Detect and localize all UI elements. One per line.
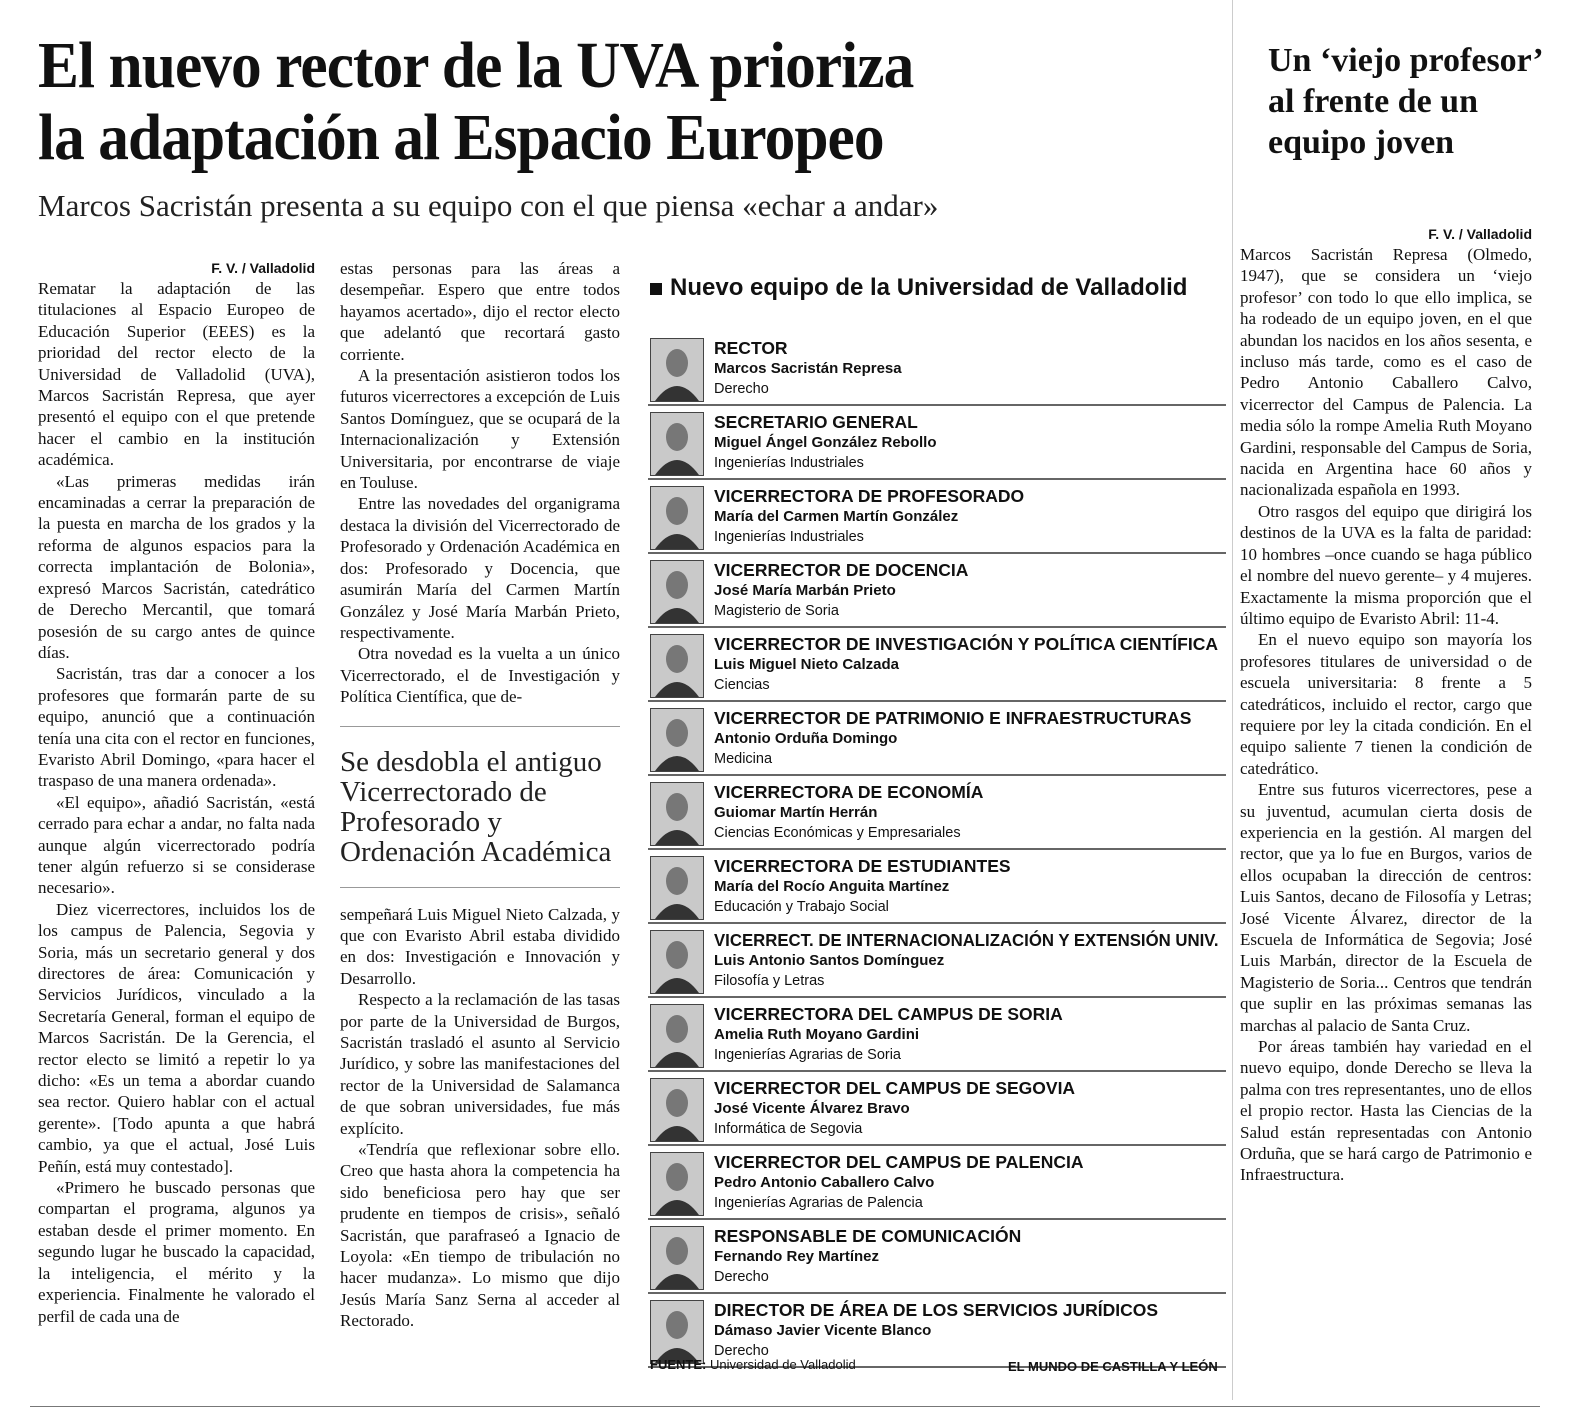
article-column-1 [38, 258, 315, 1327]
portrait-photo [650, 1152, 704, 1216]
member-department: Medicina [714, 751, 773, 767]
side-byline: F. V. / Valladolid [1428, 226, 1532, 242]
team-member-row [648, 482, 1226, 554]
side-headline: Un ‘viejo profesor’ al frente de un equipo joven [1268, 42, 1542, 161]
role-title: VICERRECT. DE INTERNACIONALIZACIÓN Y EXTENSIÓN UNIV. [714, 930, 1219, 950]
portrait-photo [650, 560, 704, 624]
team-member-row [648, 704, 1226, 776]
paragraph: «Tendría que reflexionar sobre ello. Creo que hasta ahora la competencia ha sido beneficiosa pero hay que ser prudente en tiempos de crisis», señaló Sacristán, que parafraseó a Ignacio de Loyola: «En tiempo de tribulación no hacer mudanza». Lo mismo que dijo Jesús María Sanz Serna al acceder al Rectorado. [340, 1140, 620, 1331]
member-name: Antonio Orduña Domingo [714, 730, 898, 747]
paragraph: Otro rasgos del equipo que dirigirá los destinos de la UVA es la falta de paridad: 10 hombres –once cuando se haga público el nombre del nuevo gerente– y 4 mujeres. Exactamente la misma proporción que el último equipo de Evaristo Abril: 11-4. [1240, 501, 1532, 628]
member-name: Dámaso Javier Vicente Blanco [714, 1322, 932, 1339]
team-member-row [648, 1148, 1226, 1220]
portrait-photo [650, 486, 704, 550]
member-name: Pedro Antonio Caballero Calvo [714, 1174, 935, 1191]
member-name: Guiomar Martín Herrán [714, 804, 878, 821]
team-member-row [648, 630, 1226, 702]
role-title: VICERRECTOR DE INVESTIGACIÓN Y POLÍTICA CIENTÍFICA [714, 634, 1218, 654]
team-member-row [648, 778, 1226, 850]
paragraph: «Las primeras medidas irán encaminadas a cerrar la preparación de la puesta en marcha de los grados y la reforma de algunos espacios para la correcta implantación de Bolonia», expresó Marcos Sacristán, catedrático de Derecho Mercantil, que tomará posesión de su cargo antes de quince días. [38, 471, 315, 662]
member-department: Derecho [714, 381, 769, 397]
role-title: RESPONSABLE DE COMUNICACIÓN [714, 1226, 1022, 1246]
team-member-row [648, 1000, 1226, 1072]
role-title: VICERRECTOR DE DOCENCIA [714, 560, 969, 580]
role-title: DIRECTOR DE ÁREA DE LOS SERVICIOS JURÍDICOS [714, 1300, 1159, 1320]
member-name: Luis Antonio Santos Domínguez [714, 952, 945, 969]
paragraph: sempeñará Luis Miguel Nieto Calzada, y que con Evaristo Abril estaba dividido en dos: Investigación e Innovación y Desarrollo. [340, 904, 620, 988]
portrait-photo [650, 856, 704, 920]
member-department: Ingenierías Agrarias de Palencia [714, 1195, 923, 1211]
role-title: VICERRECTORA DEL CAMPUS DE SORIA [714, 1004, 1063, 1024]
team-table-title-text: Nuevo equipo de la Universidad de Valladolid [670, 274, 1188, 301]
headline-line-2: la adaptación al Espacio Europeo [38, 101, 884, 174]
paragraph: En el nuevo equipo son mayoría los profesores titulares de universidad o de escuela universitaria: 8 frente a 5 catedráticos, incluido el rector, cargo que requiere por ley la citada condición. En el equipo saliente 7 tienen la condición de catedrático. [1240, 630, 1532, 778]
column-rule [1232, 0, 1233, 1400]
headline-line-1: El nuevo rector de la UVA prioriza [38, 29, 914, 102]
team-table-title [650, 274, 1187, 302]
member-department: Derecho [714, 1343, 769, 1359]
member-name: José María Marbán Prieto [714, 582, 896, 599]
team-member-row [648, 556, 1226, 628]
side-article [1240, 224, 1532, 1186]
member-name: Marcos Sacristán Represa [714, 360, 902, 377]
paragraph: estas personas para las áreas a desempeñar. Espero que entre todos hayamos acertado», dijo el rector electo que adelantó que recortará gasto corriente. [340, 259, 620, 364]
team-table [648, 334, 1226, 1370]
portrait-photo [650, 1004, 704, 1068]
paragraph: Entre sus futuros vicerrectores, pese a su juventud, acumulan cierta dosis de experiencia en la gestión. Al margen del rector, que ya lo fue en Burgos, varios de ellos ocupaban la dirección de centros: Luis Santos, decano de Filosofía y Letras; José Vicente Álvarez, director de la Escuela de Informática de Segovia; José Luis Marbán, director de la Escuela de Magisterio de Soria... Centros que tendrán que suplir en las próximas semanas las marchas al palacio de Santa Cruz. [1240, 780, 1532, 1035]
team-member-row [648, 852, 1226, 924]
member-name: Fernando Rey Martínez [714, 1248, 880, 1265]
team-member-row [648, 334, 1226, 406]
portrait-photo [650, 1300, 704, 1364]
member-department: Ingenierías Agrarias de Soria [714, 1047, 901, 1063]
portrait-photo [650, 1078, 704, 1142]
headline [38, 30, 1135, 174]
subheadline: Marcos Sacristán presenta a su equipo con el que piensa «echar a andar» [38, 188, 939, 223]
portrait-photo [650, 634, 704, 698]
credit: EL MUNDO DE CASTILLA Y LEÓN [1008, 1359, 1218, 1374]
role-title: VICERRECTOR DEL CAMPUS DE PALENCIA [714, 1152, 1084, 1172]
team-member-row [648, 408, 1226, 480]
divider [340, 887, 620, 888]
team-member-row [648, 926, 1226, 998]
member-name: María del Carmen Martín González [714, 508, 959, 525]
role-title: SECRETARIO GENERAL [714, 412, 918, 432]
member-name: Luis Miguel Nieto Calzada [714, 656, 900, 673]
member-name: José Vicente Álvarez Bravo [714, 1100, 910, 1117]
member-department: Ciencias [714, 677, 770, 693]
paragraph: «Primero he buscado personas que compartan el programa, algunos ya estaban desde el primer momento. En segundo lugar he buscado la capacidad, la inteligencia, el mérito y la experiencia. Finalmente he valorado el perfil de cada una de [38, 1178, 315, 1326]
byline: F. V. / Valladolid [211, 260, 315, 276]
member-department: Magisterio de Soria [714, 603, 839, 619]
paragraph: Otra novedad es la vuelta a un único Vicerrectorado, el de Investigación y Política Científica, que de- [340, 644, 620, 707]
role-title: VICERRECTORA DE ESTUDIANTES [714, 856, 1011, 876]
role-title: VICERRECTORA DE PROFESORADO [714, 486, 1025, 506]
member-department: Ingenierías Industriales [714, 455, 864, 471]
paragraph: Marcos Sacristán Represa (Olmedo, 1947), que se considera un ‘viejo profesor’ con todo lo que ello implica, se ha rodeado de un equipo joven, en el que abundan los nacidos en los años sesenta, e incluso más tarde, como es el caso de Pedro Antonio Caballero Calvo, vicerrector del Campus de Palencia. La media sólo la rompe Amelia Ruth Moyano Gardini, responsable del Campus de Soria, nacida en Argentina hace 60 años y nacionalizada española en 1993. [1240, 245, 1532, 500]
source-note [650, 1357, 856, 1372]
paragraph: Entre las novedades del organigrama destaca la división del Vicerrectorado de Profesorado y Ordenación Académica en dos: Profesorado y Docencia, que asumirán María del Carmen Martín González y José María Marbán Prieto, respectivamente. [340, 494, 620, 642]
portrait-photo [650, 930, 704, 994]
paragraph: Rematar la adaptación de las titulaciones al Espacio Europeo de Educación Superior (EEES) es la prioridad del rector electo de la Universidad de Valladolid (UVA), Marcos Sacristán Represa, que ayer presentó el equipo con el que pretende hacer el cambio en la institución académica. [38, 279, 315, 470]
paragraph: «El equipo», añadió Sacristán, «está cerrado para echar a andar, no falta nada aunque algún vicerrectorado podría tener algún refuerzo si se considerase necesario». [38, 792, 315, 898]
member-department: Ingenierías Industriales [714, 529, 864, 545]
role-title: VICERRECTORA DE ECONOMÍA [714, 782, 984, 802]
member-name: María del Rocío Anguita Martínez [714, 878, 950, 895]
role-title: RECTOR [714, 338, 788, 358]
member-department: Ciencias Económicas y Empresariales [714, 825, 961, 841]
article-column-2 [340, 258, 620, 1332]
source-text: Universidad de Valladolid [709, 1357, 856, 1372]
role-title: VICERRECTOR DE PATRIMONIO E INFRAESTRUCTURAS [714, 708, 1192, 728]
paragraph: Diez vicerrectores, incluidos los de los campus de Palencia, Segovia y Soria, más un secretario general y dos directores de área: Comunicación y Servicios Jurídicos, vinculado a la Secretaría General, forman el equipo de Marcos Sacristán. De la Gerencia, el rector electo se limitó a repetir lo ya dicho: «Es un tema a abordar cuando sea rector. Quiero hablar con el actual gerente». [Todo apunta a que habrá cambio, ya que el actual, José Luis Peñín, está muy contestado]. [38, 899, 315, 1176]
bottom-rule [30, 1406, 1540, 1407]
paragraph: Por áreas también hay variedad en el nuevo equipo, donde Derecho se lleva la palma con tres representantes, uno de ellos el propio rector. Hasta las Ciencias de la Salud están representadas con Antonio Orduña, que se hará cargo de Patrimonio e Infraestructura. [1240, 1037, 1532, 1185]
role-title: VICERRECTOR DEL CAMPUS DE SEGOVIA [714, 1078, 1076, 1098]
team-member-row [648, 1222, 1226, 1294]
paragraph: Respecto a la reclamación de las tasas por parte de la Universidad de Burgos, Sacristán trasladó el asunto al Servicio Jurídico, y sobre las manifestaciones del rector de la Universidad de Salamanca de que sobran universidades, fue más explícito. [340, 990, 620, 1138]
portrait-photo [650, 338, 704, 402]
team-member-row [648, 1074, 1226, 1146]
member-department: Informática de Segovia [714, 1121, 863, 1137]
member-department: Filosofía y Letras [714, 973, 825, 989]
square-bullet-icon [650, 283, 662, 295]
member-department: Educación y Trabajo Social [714, 899, 889, 915]
portrait-photo [650, 782, 704, 846]
member-name: Amelia Ruth Moyano Gardini [714, 1026, 920, 1043]
portrait-photo [650, 708, 704, 772]
paragraph: A la presentación asistieron todos los futuros vicerrectores a excepción de Luis Santos Domínguez, que se ocupará de la Internacionalización y Extensión Universitaria, por encontrarse de viaje en Touluse. [340, 366, 620, 493]
portrait-photo [650, 412, 704, 476]
pull-quote: Se desdobla el antiguo Vicerrectorado de Profesorado y Ordenación Académica [340, 745, 612, 868]
portrait-photo [650, 1226, 704, 1290]
member-department: Derecho [714, 1269, 769, 1285]
member-name: Miguel Ángel González Rebollo [714, 434, 937, 451]
paragraph: Sacristán, tras dar a conocer a los profesores que formarán parte de su equipo, anunció que a continuación tenía una cita con el rector en funciones, Evaristo Abril Domingo, «para hacer el traspaso de una manera ordenada». [38, 664, 315, 791]
divider [340, 726, 620, 727]
source-label: FUENTE: [650, 1357, 707, 1372]
